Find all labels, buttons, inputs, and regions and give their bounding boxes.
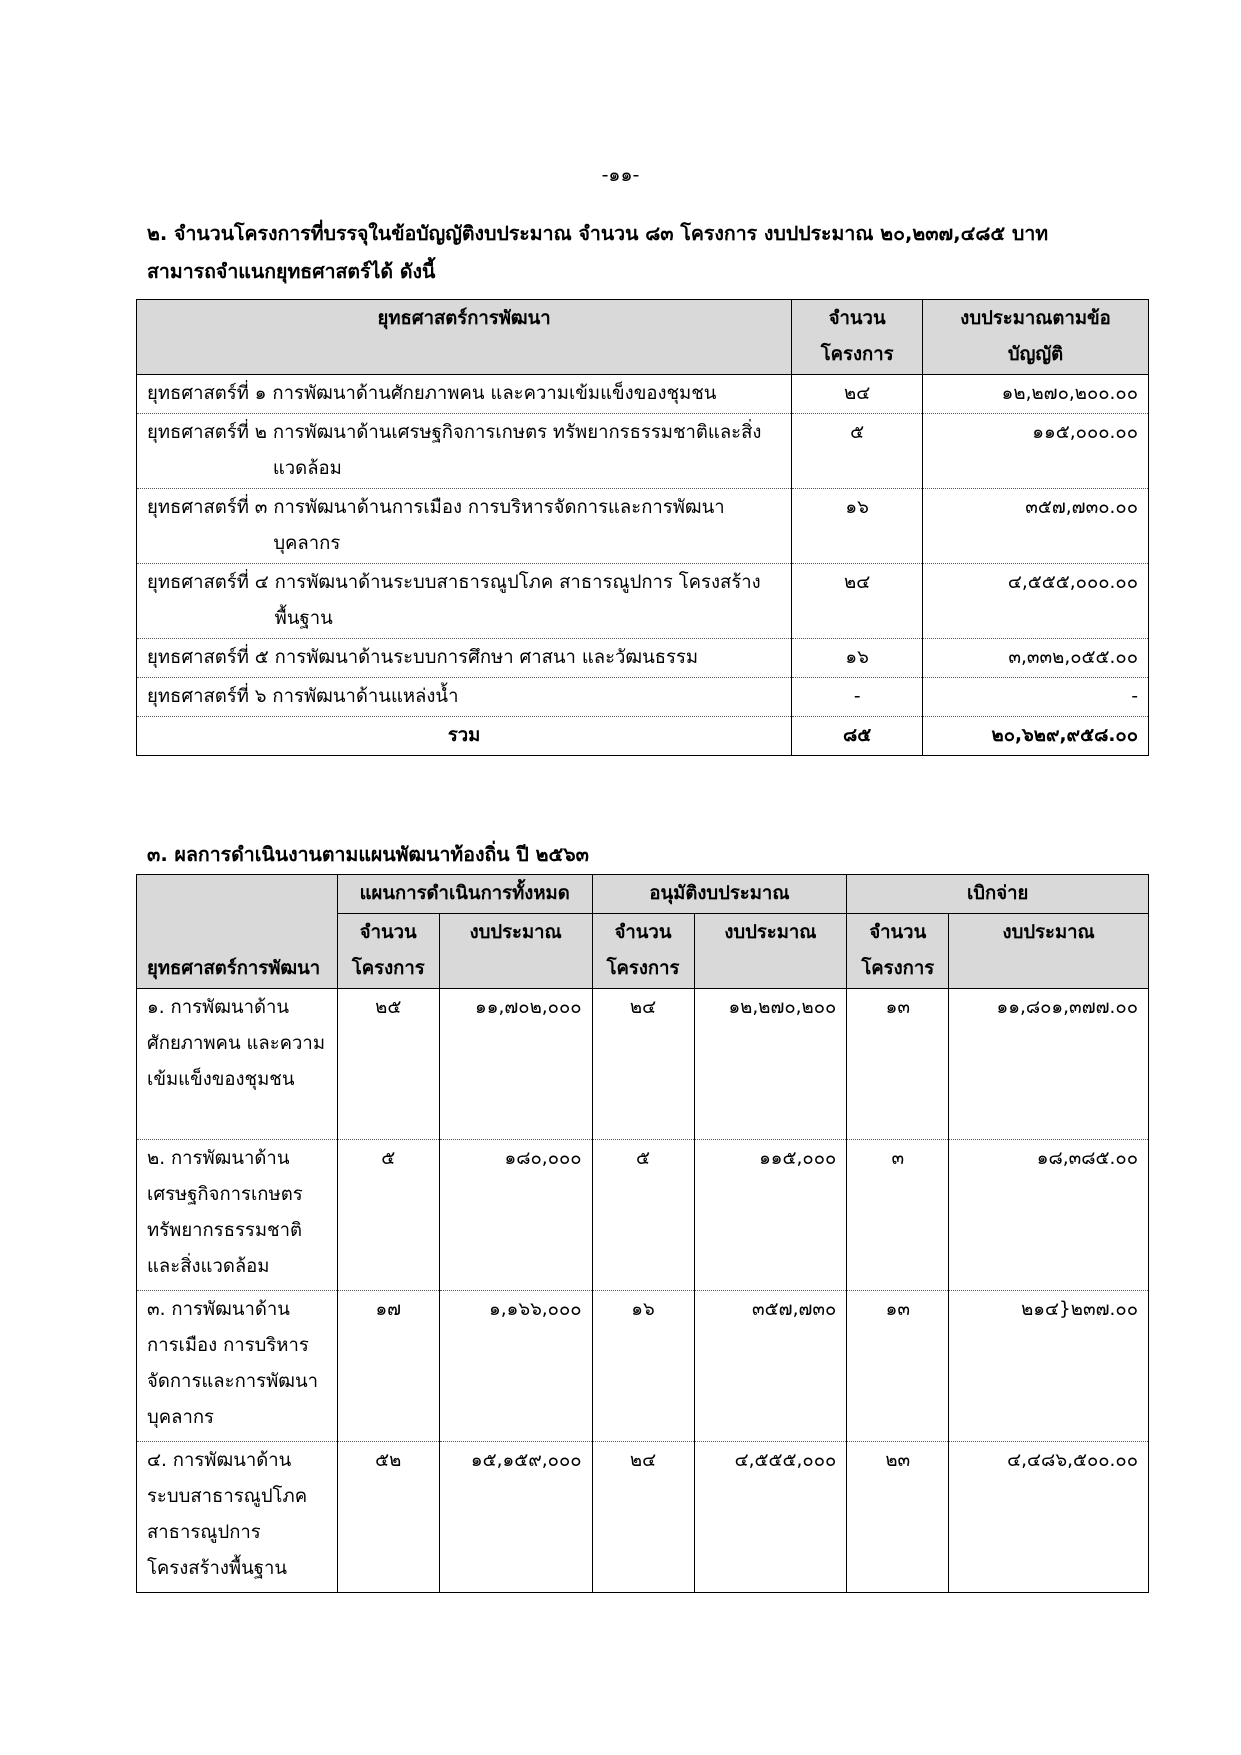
table-row: [137, 375, 1149, 414]
project-count: ๑๖: [792, 489, 923, 564]
section3-heading: ๓. ผลการดำเนินงานตามแผนพัฒนาท้องถิ่น ปี ๒๕๖๓: [147, 843, 589, 866]
table-row: [137, 989, 1149, 1140]
col-header-plan-count: จำนวนโครงการ: [337, 914, 439, 989]
disbursed-budget: ๒๑๔}๒๓๗.๐๐: [949, 1291, 1149, 1442]
strategy-name: การพัฒนาด้านการเมือง การบริหารจัดการและการพัฒนาบุคลากร: [273, 497, 725, 554]
approved-count: ๒๔: [592, 989, 694, 1140]
performance-table: [136, 874, 1149, 1593]
budget-value: ๑๑๕,๐๐๐.๐๐: [923, 414, 1149, 489]
table-row: [137, 1442, 1149, 1593]
strategy-name: การพัฒนาด้านระบบการศึกษา ศาสนา และวัฒนธรรม: [274, 647, 699, 668]
plan-budget: ๑,๑๖๖,๐๐๐: [439, 1291, 592, 1442]
disbursed-budget: ๔,๔๘๖,๕๐๐.๐๐: [949, 1442, 1149, 1593]
total-count: ๘๕: [792, 717, 923, 756]
budget-value: ๓๕๗,๗๓๐.๐๐: [923, 489, 1149, 564]
disbursed-budget: ๑๘,๓๘๕.๐๐: [949, 1140, 1149, 1291]
total-budget: ๒๐,๖๒๙,๙๕๘.๐๐: [923, 717, 1149, 756]
approved-count: ๑๖: [592, 1291, 694, 1442]
disbursed-budget: ๑๑,๘๐๑,๓๗๗.๐๐: [949, 989, 1149, 1140]
col-header-plan-budget: งบประมาณ: [439, 914, 592, 989]
col-header-budget: งบประมาณตามข้อบัญญัติ: [923, 300, 1149, 375]
col-header-count: จำนวนโครงการ: [792, 300, 923, 375]
table-row: [137, 414, 1149, 489]
col-header-approved-budget: งบประมาณ: [694, 914, 847, 989]
col-header-disbursed-count: จำนวนโครงการ: [847, 914, 949, 989]
strategy-name: การพัฒนาด้านระบบสาธารณูปโภค สาธารณูปการ โครงสร้างพื้นฐาน: [274, 572, 761, 629]
section2-heading: [147, 215, 1137, 291]
budget-value: ๓,๓๓๒,๐๕๕.๐๐: [923, 639, 1149, 678]
project-count: ๑๖: [792, 639, 923, 678]
disbursed-count: ๓: [847, 1140, 949, 1291]
total-row: [137, 717, 1149, 756]
col-header-approved: อนุมัติงบประมาณ: [592, 875, 847, 914]
col-header-disbursed-budget: งบประมาณ: [949, 914, 1149, 989]
page-number: -๑๑-: [601, 164, 640, 186]
strategy-label: ยุทธศาสตร์ที่ ๒: [147, 422, 267, 443]
table-row: [137, 564, 1149, 639]
strategy-name: ๒. การพัฒนาด้านเศรษฐกิจการเกษตร ทรัพยากรธรรมชาติและสิ่งแวดล้อม: [137, 1140, 338, 1291]
plan-count: ๒๕: [337, 989, 439, 1140]
col-header-approved-count: จำนวนโครงการ: [592, 914, 694, 989]
section2-heading-line1: ๒. จำนวนโครงการที่บรรจุในข้อบัญญัติงบประมาณ จำนวน ๘๓ โครงการ งบปประมาณ ๒๐,๒๓๗,๔๘๕ บาท: [147, 222, 1049, 245]
approved-count: ๒๔: [592, 1442, 694, 1593]
table-row: [137, 639, 1149, 678]
plan-budget: ๑๕,๑๕๙,๐๐๐: [439, 1442, 592, 1593]
strategy-label: ยุทธศาสตร์ที่ ๑: [147, 383, 267, 404]
strategy-name: การพัฒนาด้านเศรษฐกิจการเกษตร ทรัพยากรธรรมชาติและสิ่งแวดล้อม: [272, 422, 762, 479]
col-header-strategy: ยุทธศาสตร์การพัฒนา: [137, 300, 792, 375]
project-count: ๒๔: [792, 564, 923, 639]
approved-budget: ๔,๕๕๕,๐๐๐: [694, 1442, 847, 1593]
table-row: [137, 489, 1149, 564]
strategy-name: การพัฒนาด้านแหล่งน้ำ: [272, 686, 459, 707]
plan-count: ๑๗: [337, 1291, 439, 1442]
plan-count: ๕๒: [337, 1442, 439, 1593]
approved-count: ๕: [592, 1140, 694, 1291]
total-label: รวม: [137, 717, 792, 756]
plan-count: ๕: [337, 1140, 439, 1291]
section2-heading-line2: สามารถจำแนกยุทธศาสตร์ได้ ดังนี้: [147, 260, 436, 283]
approved-budget: ๑๑๕,๐๐๐: [694, 1140, 847, 1291]
project-count: ๒๔: [792, 375, 923, 414]
project-count: -: [792, 678, 923, 717]
disbursed-count: ๑๓: [847, 1291, 949, 1442]
disbursed-count: ๒๓: [847, 1442, 949, 1593]
strategy-label: ยุทธศาสตร์ที่ ๔: [147, 572, 269, 593]
plan-budget: ๑๘๐,๐๐๐: [439, 1140, 592, 1291]
plan-budget: ๑๑,๗๐๒,๐๐๐: [439, 989, 592, 1140]
budget-value: ๑๒,๒๗๐,๒๐๐.๐๐: [923, 375, 1149, 414]
strategy-name: ๑. การพัฒนาด้านศักยภาพคน และความเข้มแข็งของชุมชน: [137, 989, 338, 1140]
disbursed-count: ๑๓: [847, 989, 949, 1140]
strategy-label: ยุทธศาสตร์ที่ ๖: [147, 686, 267, 707]
approved-budget: ๓๕๗,๗๓๐: [694, 1291, 847, 1442]
project-count: ๕: [792, 414, 923, 489]
col-header-disbursed: เบิกจ่าย: [847, 875, 1149, 914]
col-header-plan: แผนการดำเนินการทั้งหมด: [337, 875, 592, 914]
strategy-label: ยุทธศาสตร์ที่ ๓: [147, 497, 268, 518]
strategy-budget-table: [136, 299, 1149, 756]
col-header-strategy: ยุทธศาสตร์การพัฒนา: [137, 875, 338, 989]
budget-value: -: [923, 678, 1149, 717]
table-row: [137, 1291, 1149, 1442]
table-row: [137, 678, 1149, 717]
table-row: [137, 1140, 1149, 1291]
strategy-name: ๔. การพัฒนาด้านระบบสาธารณูปโภค สาธารณูปการ โครงสร้างพื้นฐาน: [137, 1442, 338, 1593]
approved-budget: ๑๒,๒๗๐,๒๐๐: [694, 989, 847, 1140]
strategy-name: การพัฒนาด้านศักยภาพคน และความเข้มแข็งของชุมชน: [272, 383, 717, 404]
strategy-name: ๓. การพัฒนาด้านการเมือง การบริหารจัดการและการพัฒนาบุคลากร: [137, 1291, 338, 1442]
budget-value: ๔,๕๕๕,๐๐๐.๐๐: [923, 564, 1149, 639]
strategy-label: ยุทธศาสตร์ที่ ๕: [147, 647, 269, 668]
